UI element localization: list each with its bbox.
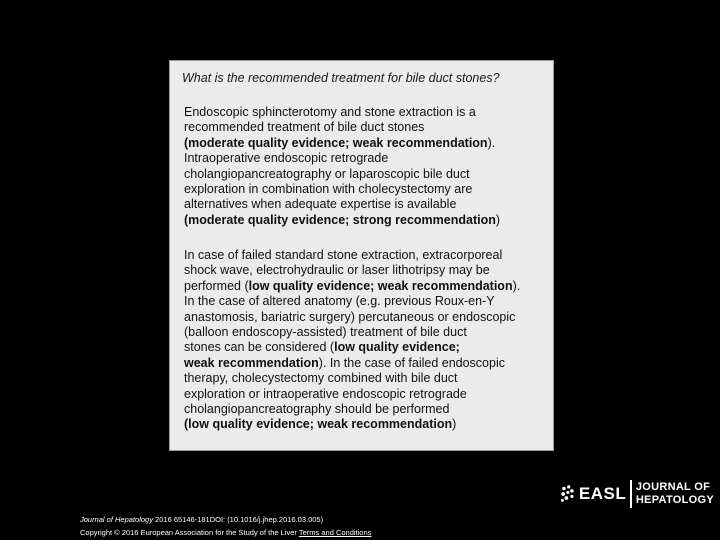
text-line bbox=[184, 340, 552, 355]
text-line bbox=[184, 294, 552, 309]
text-line bbox=[184, 167, 552, 182]
text-line bbox=[184, 213, 552, 228]
text-line bbox=[184, 151, 552, 166]
body-text: performed ( bbox=[184, 278, 249, 293]
paragraph-2 bbox=[184, 248, 552, 433]
body-text: Endoscopic sphincterotomy and stone extraction is a bbox=[184, 105, 476, 119]
text-line bbox=[184, 279, 552, 294]
easl-dots-logo-icon bbox=[560, 482, 576, 506]
text-line bbox=[184, 387, 552, 402]
text-line bbox=[184, 310, 552, 325]
text-line bbox=[184, 248, 552, 263]
journal-logo bbox=[560, 477, 714, 511]
citation-text: 2016 65146-181DOI: (10.1016/j.jhep.2016.03.005) bbox=[152, 515, 324, 524]
text-line bbox=[184, 182, 552, 197]
body-text: (balloon endoscopy-assisted) treatment of bile duct bbox=[184, 324, 467, 339]
body-text: In case of failed standard stone extraction, extracorporeal bbox=[184, 248, 503, 262]
text-line bbox=[184, 263, 552, 278]
evidence-grade: low quality evidence; bbox=[334, 340, 460, 355]
easl-wordmark: EASL bbox=[578, 484, 627, 503]
evidence-grade: low quality evidence; weak recommendation bbox=[248, 278, 513, 293]
paragraph-1 bbox=[184, 105, 552, 228]
body-text: anastomosis, bariatric surgery) percutaneous or endoscopic bbox=[184, 309, 516, 324]
logo-divider bbox=[630, 480, 632, 508]
text-line bbox=[184, 417, 552, 432]
body-text: Intraoperative endoscopic retrograde bbox=[184, 151, 389, 166]
body-text: ) bbox=[495, 212, 501, 227]
body-text: recommended treatment of bile duct stones bbox=[184, 120, 425, 135]
body-text: alternatives when adequate expertise is available bbox=[184, 197, 457, 212]
body-text: ). bbox=[487, 135, 496, 150]
citation-line bbox=[80, 515, 323, 524]
copyright-text: Copyright © 2016 European Association for the Study of the Liver bbox=[80, 528, 299, 537]
text-line bbox=[184, 197, 552, 212]
body-text: cholangiopancreatography should be performed bbox=[184, 401, 450, 416]
copyright-line bbox=[80, 528, 371, 537]
body-text: In the case of altered anatomy (e.g. previous Roux-en-Y bbox=[184, 294, 495, 309]
body-text: ). In the case of failed endoscopic bbox=[318, 355, 505, 370]
body-text: exploration or intraoperative endoscopic retrograde bbox=[184, 386, 467, 401]
body-text: shock wave, electrohydraulic or laser lithotripsy may be bbox=[184, 263, 490, 278]
text-line bbox=[184, 105, 552, 120]
question-heading: What is the recommended treatment for bile duct stones? bbox=[182, 71, 500, 85]
evidence-grade: (low quality evidence; weak recommendation bbox=[184, 417, 453, 432]
body-text: ) bbox=[452, 417, 457, 432]
evidence-grade: weak recommendation bbox=[184, 355, 319, 370]
text-line bbox=[184, 402, 552, 417]
text-line bbox=[184, 356, 552, 371]
body-text: cholangiopancreatography or laparoscopic bile duct bbox=[184, 166, 470, 181]
text-line bbox=[184, 371, 552, 386]
body-text: exploration in combination with cholecystectomy are bbox=[184, 181, 473, 196]
evidence-grade: (moderate quality evidence; weak recommendation bbox=[184, 135, 488, 150]
journal-title-line-2: HEPATOLOGY bbox=[635, 494, 714, 506]
body-text: ). bbox=[512, 278, 521, 293]
text-line bbox=[184, 136, 552, 151]
body-text: therapy, cholecystectomy combined with bile duct bbox=[184, 371, 458, 386]
text-line bbox=[184, 325, 552, 340]
body-text: stones can be considered ( bbox=[184, 340, 335, 355]
journal-title bbox=[636, 481, 714, 507]
journal-title-line-1: JOURNAL OF bbox=[635, 481, 711, 493]
evidence-grade: (moderate quality evidence; strong recommendation bbox=[184, 212, 496, 227]
terms-link[interactable]: Terms and Conditions bbox=[298, 528, 372, 537]
journal-name: Journal of Hepatology bbox=[80, 515, 153, 524]
text-line bbox=[184, 120, 552, 135]
